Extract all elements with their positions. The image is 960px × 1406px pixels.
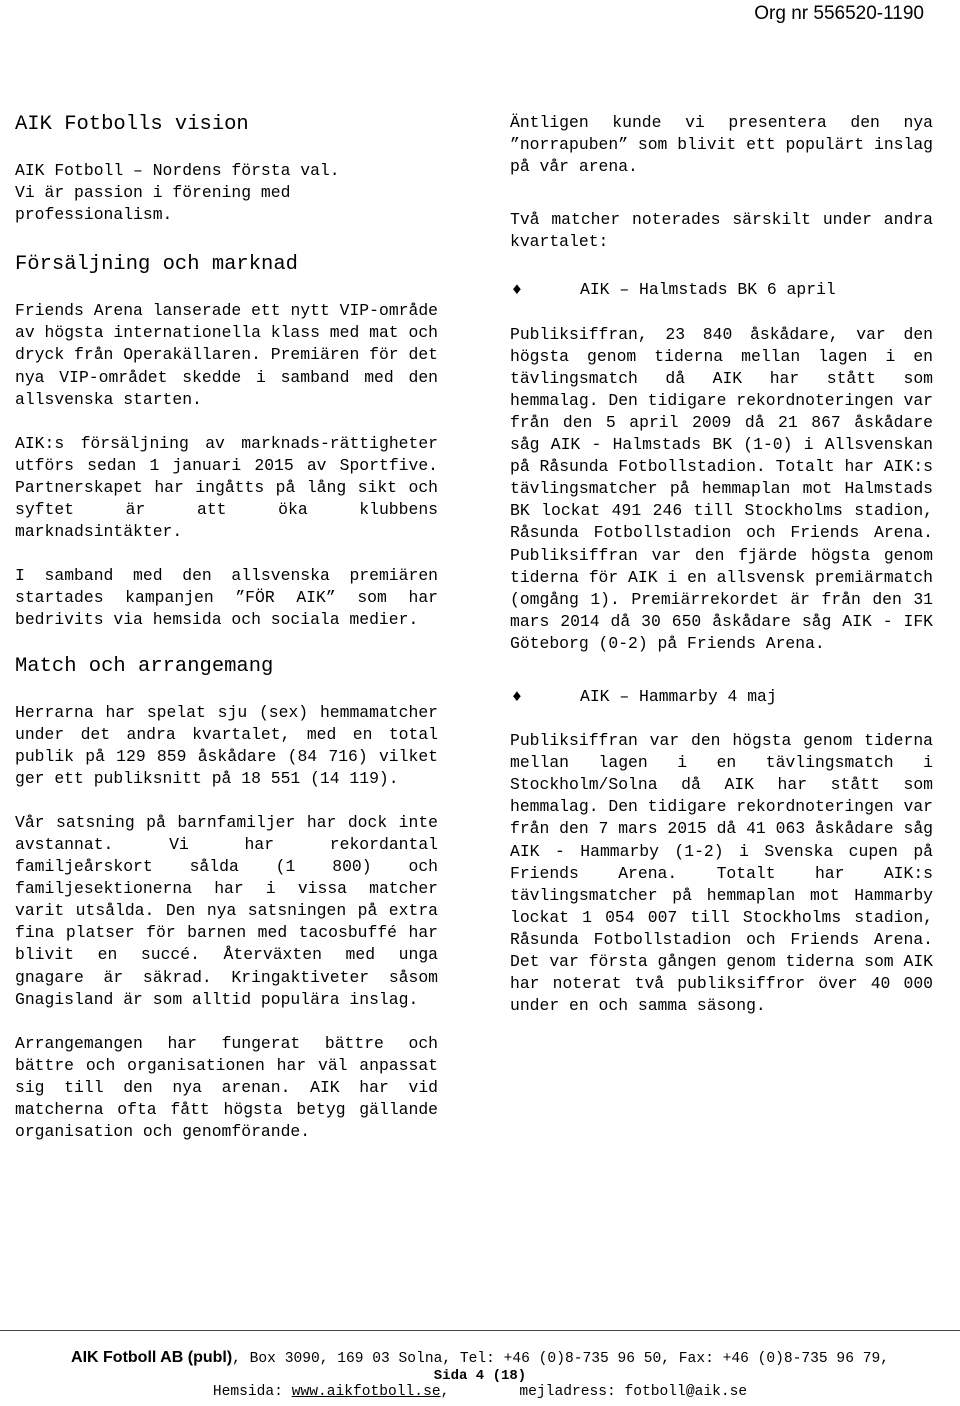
footer-contact-line <box>0 1384 960 1400</box>
org-number: Org nr 556520-1190 <box>754 3 924 24</box>
diamond-bullet-icon: ♦ <box>512 280 522 300</box>
footer-address-line <box>0 1349 960 1367</box>
footer-mail-link[interactable]: fotboll@aik.se <box>624 1384 748 1400</box>
sales-heading: Försäljning och marknad <box>15 253 298 277</box>
pub-paragraph: Äntligen kunde vi presentera den nya ”norrapuben” som blivit ett populärt inslag på vår arena. <box>510 113 933 177</box>
footer-address: , Box 3090, 169 03 Solna, Tel: +46 (0)8-735 96 50, Fax: +46 (0)8-735 96 79, <box>232 1351 889 1367</box>
footer-web-label: Hemsida: <box>212 1384 292 1400</box>
right-column <box>510 112 933 1017</box>
vision-line-2: Vi är passion i förening med professionalism. <box>15 183 291 225</box>
sales-paragraph-3: I samband med den allsvenska premiären startades kampanjen ”FÖR AIK” som har bedrivits via hemsida och sociala medier. <box>15 566 438 630</box>
left-column <box>15 112 438 1143</box>
match-paragraph-2: Vår satsning på barnfamiljer har dock inte avstannat. Vi har rekordantal familjeårskort sålda (1 800) och familjesektionerna har i vissa matcher varit utsålda. Den nya satsningen på extra fina platser för barnen med tacosbuffé har blivit en succé. Återväxten med unga gnagare är säkrad. Kringaktiveter såsom Gnagisland är som alltid populära inslag. <box>15 812 438 1009</box>
sales-paragraph-1: Friends Arena lanserade ett nytt VIP-område av högsta internationella klass med mat och dryck från Operakällaren. Premiären för det nya VIP-området skedde i samband med den allsvenska starten. <box>15 301 438 409</box>
match-paragraph-1: Herrarna har spelat sju (sex) hemmamatcher under det andra kvartalet, med en total publik på 129 859 åskådare (84 716) vilket ger ett publiksnitt på 18 551 (14 119). <box>15 702 438 788</box>
match-paragraph-3: Arrangemangen har fungerat bättre och bättre och organisationen har väl anpassat sig till den nya arenan. AIK har vid matcherna ofta fått högsta betyg gällande organisation och genomförande. <box>15 1033 438 1142</box>
bullet-hammarby-label: AIK – Hammarby 4 maj <box>580 686 777 706</box>
footer-web-link[interactable]: www.aikfotboll.se <box>291 1384 441 1400</box>
footer-page-number: Sida 4 (18) <box>433 1368 527 1384</box>
vision-line-1: AIK Fotboll – Nordens första val. <box>15 161 340 180</box>
match-heading: Match och arrangemang <box>15 654 274 678</box>
vision-heading: AIK Fotbolls vision <box>15 113 249 136</box>
diamond-bullet-icon: ♦ <box>512 686 522 706</box>
bullet-halmstad-label: AIK – Halmstads BK 6 april <box>580 280 836 300</box>
matches-intro: Två matcher noterades särskilt under andra kvartalet: <box>510 210 933 252</box>
bullet-hammarby <box>510 686 933 708</box>
page-footer <box>0 1330 960 1400</box>
footer-company: AIK Fotboll AB (publ) <box>71 1349 233 1366</box>
hammarby-paragraph: Publiksiffran var den högsta genom tiderna mellan lagen i en tävlingsmatch i Stockholm/Solna då AIK har stått som hemmalag. Den tidigare rekordnoteringen var från den 7 mars 2015 då 41 063 åskådare såg AIK - Hammarby (1-2) i Svenska cupen på Friends Arena. Totalt har AIK:s tävlingsmatcher på hemmaplan mot Hammarby lockat 1 054 007 till Stockholms stadion, Råsunda Fotbollstadion och Friends Arena. Det var första gången genom tiderna som AIK har noterat två publiksiffror över 40 000 under en och samma säsong. <box>510 731 933 1016</box>
sales-paragraph-2: AIK:s försäljning av marknads-rättigheter utförs sedan 1 januari 2015 av Sportfive. Partnerskapet har ingåtts på lång sikt och syftet är att öka klubbens marknadsintäkter. <box>15 433 438 542</box>
halmstad-paragraph: Publiksiffran, 23 840 åskådare, var den högsta genom tiderna mellan lagen i en tävlingsmatch då AIK har stått som hemmalag. Den tidigare rekordnoteringen var från den 5 april 2009 då 21 867 åskådare såg AIK - Halmstads BK (1-0) i Allsvenskan på Råsunda Fotbollstadion. Totalt har AIK:s tävlingsmatcher på hemmaplan mot Halmstads BK lockat 491 246 till Stockholms stadion, Råsunda Fotbollstadion och Friends Arena. Publiksiffran var den fjärde högsta genom tiderna för AIK i en allsvensk premiärmatch (omgång 1). Premiärrekordet är från den 31 mars 2014 då 30 650 åskådare såg AIK - IFK Göteborg (0-2) på Friends Arena. <box>510 324 933 653</box>
footer-mail-label: , mejladress: <box>440 1384 625 1400</box>
bullet-halmstad <box>510 279 933 301</box>
